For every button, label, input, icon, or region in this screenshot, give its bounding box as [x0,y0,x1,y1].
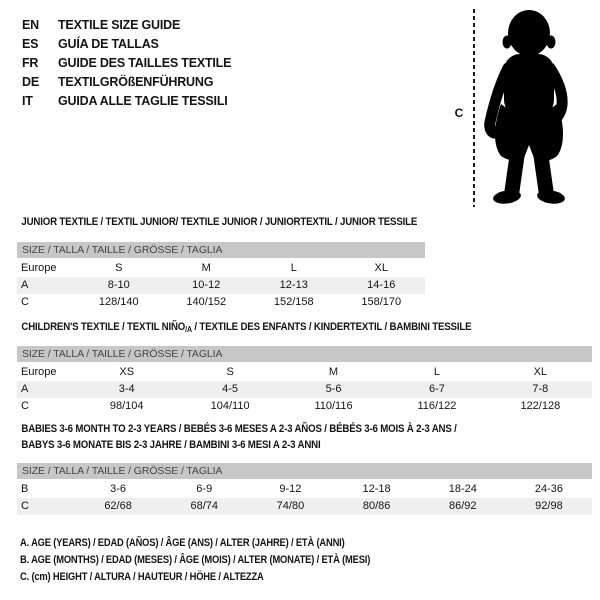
title-text: CHILDREN'S TEXTILE / TEXTIL NIÑO [21,321,186,333]
table-row [17,277,425,294]
childrens-textile-section [17,319,592,415]
table-cell: 110/116 [314,400,353,412]
table-cell: 104/110 [210,400,250,412]
table-cell: 9-12 [279,483,302,495]
table-cell: 12-13 [279,279,308,291]
size-bar: SIZE / TALLA / TAILLE / GRÖSSE / TAGLIA [17,346,592,362]
lang-row-fr [22,53,231,72]
row-label: Europe [21,366,57,378]
table-row [17,481,592,498]
size-bar: SIZE / TALLA / TAILLE / GRÖSSE / TAGLIA [17,242,425,258]
table-cell: 62/68 [104,500,132,512]
lang-code: IT [22,93,33,108]
table-cell: 80/86 [362,500,391,512]
table-cell: 3-6 [110,483,127,495]
height-measure-dashed-line [473,9,475,207]
lang-title: GUIDA ALLE TAGLIE TESSILI [58,93,228,108]
toddler-silhouette-icon [484,8,574,208]
language-header [22,15,231,110]
table-row [17,381,592,398]
lang-row-it [22,91,231,110]
table-cell: 14-16 [367,279,396,291]
junior-size-table [17,260,425,311]
lang-title: TEXTILE SIZE GUIDE [58,17,181,32]
table-row [17,364,592,381]
lang-title: GUIDE DES TAILLES TEXTILE [58,55,232,70]
table-row [17,398,592,415]
footnotes [20,535,370,586]
junior-textile-section [17,214,425,311]
footnote-b: B. AGE (MONTHS) / EDAD (MESES) / ÂGE (MOIS) / ALTER (MONATE) / ETÀ (MESI) [20,554,371,566]
childrens-size-table [17,364,592,415]
table-cell: L [290,262,297,274]
table-cell: 8-10 [107,279,130,291]
row-label: A [21,279,29,291]
lang-row-es [22,34,231,53]
lang-title: GUÍA DE TALLAS [58,36,159,51]
table-cell: 122/128 [520,400,561,412]
table-cell: L [433,366,440,378]
table-cell: 86/92 [449,500,477,512]
table-cell: 3-4 [118,383,135,395]
title-text: / TEXTILE DES ENFANTS / KINDERTEXTIL / BAMBINI TESSILE [191,321,472,333]
table-cell: 74/80 [276,500,305,512]
table-cell: 5-6 [325,383,342,395]
lang-code: ES [22,36,39,51]
height-label-c: C [454,106,464,120]
lang-code: EN [22,17,39,32]
lang-row-de [22,72,231,91]
table-cell: 140/152 [186,296,227,308]
row-label: C [21,400,29,412]
row-label: B [21,483,29,495]
table-cell: 92/98 [535,500,563,512]
footnote-c: C. (cm) HEIGHT / ALTURA / HAUTEUR / HÖHE / ALTEZZA [20,571,264,583]
table-cell: XL [374,262,388,274]
lang-title: TEXTILGRÖßENFÜHRUNG [58,74,214,89]
footnote-a: A. AGE (YEARS) / EDAD (AÑOS) / ÂGE (ANS) / ALTER (JAHRE) / ETÀ (ANNI) [20,537,345,549]
size-bar: SIZE / TALLA / TAILLE / GRÖSSE / TAGLIA [17,463,592,479]
lang-code: FR [22,55,39,70]
table-cell: XS [119,366,135,378]
table-cell: S [115,262,123,274]
table-cell: 18-24 [448,483,477,495]
row-label: A [21,383,29,395]
table-cell: 7-8 [532,383,549,395]
table-cell: 158/170 [361,296,402,308]
table-cell: 24-36 [534,483,564,495]
babies-textile-section [17,421,592,515]
table-row [17,294,425,311]
table-cell: M [201,262,211,274]
table-cell: S [226,366,234,378]
row-label: Europe [21,262,57,274]
table-cell: 10-12 [192,279,221,291]
section-title-babies-line1: BABIES 3-6 MONTH TO 2-3 YEARS / BEBÉS 3-6 MESES A 2-3 AÑOS / BÉBÉS 3-6 MOIS À 2-3 ANS / [21,423,457,435]
babies-size-table [17,481,592,515]
lang-code: DE [22,74,39,89]
table-cell: 4-5 [222,383,239,395]
table-cell: 12-18 [362,483,391,495]
table-cell: XL [533,366,548,378]
section-title-babies-line2: BABYS 3-6 MONATE BIS 2-3 JAHRE / BAMBINI 3-6 MESI A 2-3 ANNI [21,439,321,451]
table-cell: 98/104 [109,400,144,412]
table-cell: M [328,366,339,378]
table-cell: 6-9 [196,483,213,495]
section-title-children [17,319,523,338]
table-cell: 6-7 [428,383,445,395]
row-label: C [21,500,29,512]
section-title-junior: JUNIOR TEXTILE / TEXTIL JUNIOR/ TEXTILE JUNIOR / JUNIORTEXTIL / JUNIOR TESSILE [21,216,418,228]
table-cell: 68/74 [190,500,219,512]
table-row [17,260,425,277]
table-cell: 128/140 [98,296,139,308]
title-subscript: /A [185,325,192,334]
table-row [17,498,592,515]
table-cell: 152/158 [273,296,314,308]
row-label: C [21,296,29,308]
lang-row-en [22,15,231,34]
table-cell: 116/122 [417,400,457,412]
